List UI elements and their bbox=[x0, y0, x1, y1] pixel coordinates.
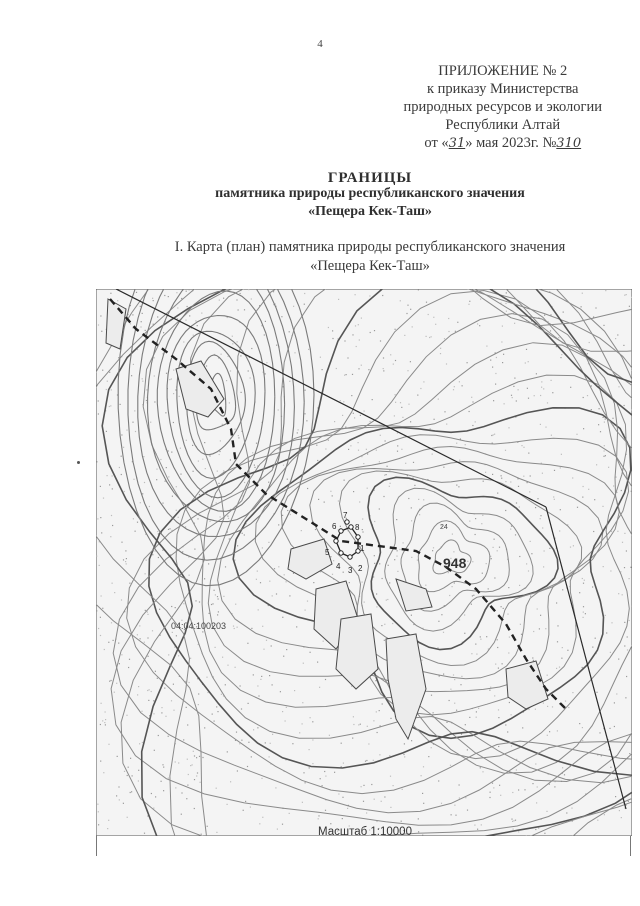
appendix-order-line: к приказу Министерства bbox=[427, 81, 579, 97]
point-label-3: 3 bbox=[348, 566, 353, 575]
document-title: ГРАНИЦЫ bbox=[327, 170, 413, 186]
appendix-ministry-line: природных ресурсов и экологии bbox=[403, 99, 602, 115]
elevation-mark: 948 bbox=[443, 555, 467, 571]
point-label-5: 5 bbox=[325, 548, 330, 557]
frame-edge-right bbox=[630, 836, 631, 856]
contour-label: 24 bbox=[440, 524, 448, 531]
date-day: 31 bbox=[448, 136, 466, 151]
scan-speck bbox=[77, 461, 80, 464]
map-scale: Масштаб 1:10000 bbox=[318, 826, 412, 838]
point-label-2: 2 bbox=[358, 564, 363, 573]
document-monument-name: «Пещера Кек-Таш» bbox=[308, 204, 432, 219]
map-canvas bbox=[96, 289, 632, 836]
appendix-republic-line: Республики Алтай bbox=[445, 117, 561, 133]
document-subtitle: памятника природы республиканского значения bbox=[215, 186, 525, 201]
page-number: 4 bbox=[317, 38, 323, 50]
order-number: 310 bbox=[556, 136, 582, 151]
section-monument-name: «Пещера Кек-Таш» bbox=[310, 258, 430, 274]
appendix-title: ПРИЛОЖЕНИЕ № 2 bbox=[438, 63, 568, 79]
date-middle: » мая 2023г. № bbox=[465, 135, 557, 151]
section-heading: I. Карта (план) памятника природы республиканского значения bbox=[174, 239, 566, 255]
cadastral-number: 04:04:100203 bbox=[171, 621, 227, 631]
appendix-date-line bbox=[404, 134, 602, 153]
point-label-6: 6 bbox=[332, 522, 337, 531]
date-prefix: от « bbox=[424, 135, 449, 151]
point-label-4: 4 bbox=[336, 562, 341, 571]
point-label-8: 8 bbox=[355, 523, 360, 532]
topographic-map bbox=[96, 289, 632, 836]
point-label-1: 1 bbox=[360, 544, 365, 553]
frame-edge-left bbox=[96, 836, 97, 856]
appendix-header bbox=[404, 62, 602, 153]
point-label-7: 7 bbox=[343, 511, 348, 520]
